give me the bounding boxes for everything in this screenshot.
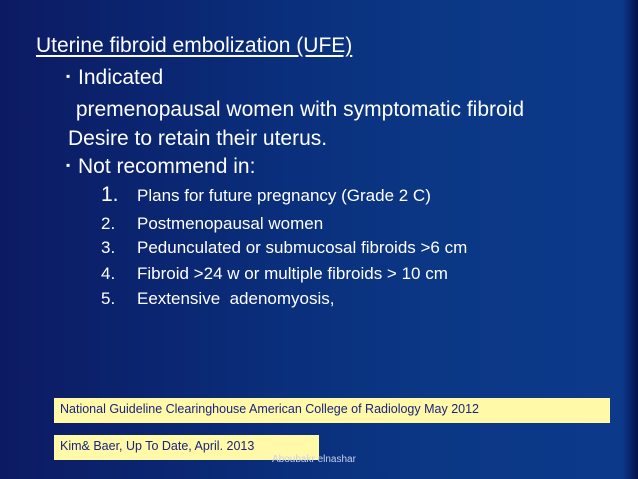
list-item-number: 3. (101, 238, 116, 257)
not-recommend-label: Not recommend in: (78, 155, 256, 178)
bullet-not-recommend (66, 155, 255, 179)
list-item-text: Pedunculated or submucosal fibroids >6 cm (137, 238, 468, 257)
list-item (101, 264, 448, 284)
list-item-text: Fibroid >24 w or multiple fibroids > 10 cm (137, 264, 448, 283)
list-item (101, 214, 323, 234)
bullet-indicated (66, 66, 163, 90)
slide-title: Uterine fibroid embolization (UFE) (36, 34, 353, 57)
list-item (101, 183, 431, 207)
list-item-text: Plans for future pregnancy (Grade 2 C) (137, 186, 431, 205)
reference-box: Kim& Baer, Up To Date, April. 2013 (54, 435, 319, 460)
list-item (101, 289, 335, 309)
list-item-number: 1. (101, 183, 119, 206)
indication-line-2: Desire to retain their uterus. (68, 127, 328, 150)
list-item (101, 238, 467, 258)
list-item-text: Eextensive adenomyosis, (137, 289, 335, 308)
indicated-label: Indicated (78, 66, 164, 89)
list-item-number: 2. (101, 214, 116, 233)
author-credit: Aboubakr elnashar (272, 454, 356, 465)
list-item-number: 4. (101, 264, 116, 283)
indication-line-1: premenopausal women with symptomatic fibroid (70, 98, 525, 121)
list-item-number: 5. (101, 289, 116, 308)
square-bullet-icon: ▪ (66, 158, 71, 172)
square-bullet-icon: ▪ (66, 69, 71, 83)
reference-box: National Guideline Clearinghouse American College of Radiology May 2012 (54, 398, 610, 423)
list-item-text: Postmenopausal women (137, 214, 324, 233)
decorative-edge-band (622, 0, 638, 479)
